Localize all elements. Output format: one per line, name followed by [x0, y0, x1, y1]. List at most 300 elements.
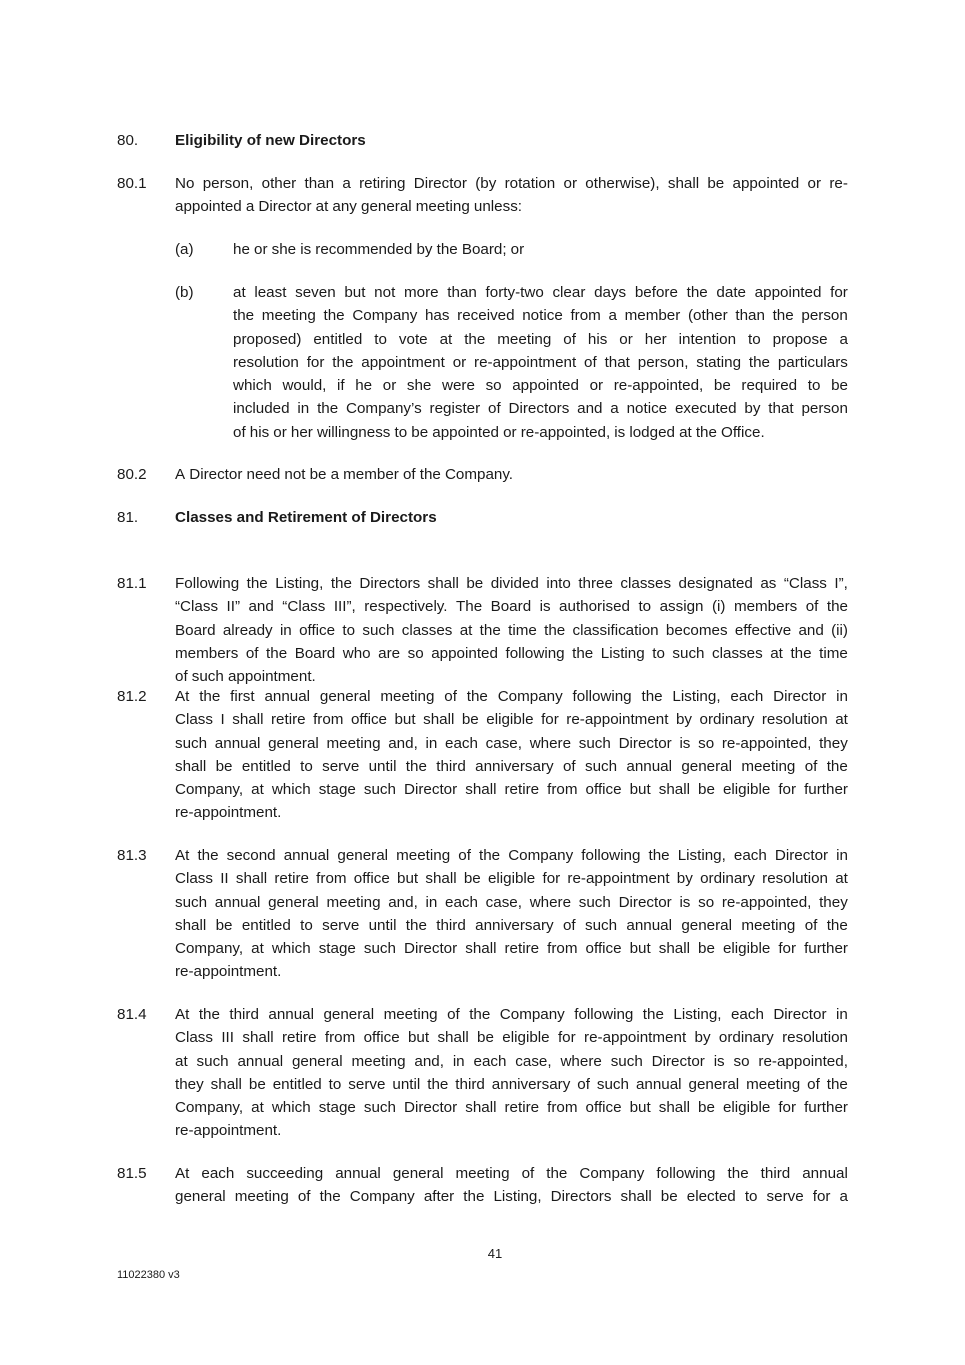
word: be	[461, 711, 479, 729]
word: but	[397, 870, 419, 888]
word: shall	[658, 781, 691, 799]
word: the	[826, 757, 848, 775]
word: time	[508, 621, 537, 639]
word: members	[175, 644, 239, 662]
word: re-appointed,	[721, 893, 812, 911]
word: but	[629, 940, 651, 958]
word: “Class	[282, 598, 326, 616]
word: they	[819, 734, 848, 752]
word: in	[297, 400, 310, 418]
word: meeting	[741, 757, 796, 775]
word: or	[510, 241, 525, 258]
word: case,	[515, 1052, 552, 1070]
text-line	[175, 463, 848, 486]
word: retire	[504, 940, 540, 958]
word: which	[233, 377, 272, 395]
text-line	[175, 937, 848, 960]
word: the	[544, 621, 566, 639]
word: the	[546, 1165, 568, 1182]
word: by	[744, 400, 761, 418]
word: of	[577, 1075, 590, 1093]
word: entitled	[272, 1075, 322, 1093]
word: required	[741, 377, 798, 395]
word: office	[585, 940, 622, 958]
text-line	[233, 421, 848, 444]
word: where	[529, 734, 572, 752]
word: which	[271, 1099, 311, 1117]
word: Director	[189, 466, 243, 483]
word: the	[695, 423, 717, 441]
word: retire	[504, 781, 540, 799]
word: At	[175, 847, 190, 864]
clause-number: 81.2	[117, 688, 147, 705]
text-line	[175, 572, 848, 595]
word: annual	[335, 1165, 381, 1182]
word: and	[248, 598, 274, 616]
word: a	[245, 198, 255, 216]
text-line	[233, 374, 848, 397]
word: effective	[734, 621, 792, 639]
word: by	[676, 870, 693, 888]
word: (i)	[711, 598, 726, 616]
word: that	[768, 400, 794, 418]
word: retiring	[359, 175, 406, 192]
word: re-appointment	[567, 870, 670, 888]
word: of	[297, 1188, 311, 1206]
word: designated	[678, 575, 753, 592]
word: and,	[388, 893, 418, 911]
word: the	[405, 757, 427, 775]
word: Company	[352, 307, 418, 325]
word: each	[733, 847, 767, 864]
word: shall	[425, 870, 457, 888]
word: be	[698, 1099, 715, 1117]
word: (other	[687, 307, 728, 325]
text-line	[233, 351, 848, 374]
word: such	[584, 757, 618, 775]
word: of	[444, 688, 457, 705]
clause-number: 81.5	[117, 1165, 147, 1182]
word: resolution	[233, 353, 299, 371]
word: I”,	[834, 575, 848, 592]
word: Class	[175, 1029, 213, 1047]
text-line	[175, 195, 848, 218]
word: each	[445, 893, 478, 911]
word: the	[199, 688, 221, 705]
word: proposed)	[233, 330, 302, 348]
word: shall	[235, 870, 268, 888]
word: ordinary	[700, 870, 755, 888]
word: from	[570, 307, 601, 325]
word: each	[201, 1165, 235, 1182]
word: resolution	[761, 711, 828, 729]
word: such	[672, 644, 705, 662]
item-label: (b)	[175, 284, 194, 301]
text-line	[175, 619, 848, 642]
clause-80-2	[175, 463, 848, 486]
word: but	[344, 284, 366, 301]
word: entitled	[241, 757, 291, 775]
word: as	[760, 575, 777, 592]
word: shall	[667, 175, 700, 192]
word: otherwise),	[585, 175, 660, 192]
word: in	[452, 1052, 465, 1070]
word: Company,	[175, 1099, 244, 1117]
word: at	[835, 870, 848, 888]
word: such	[610, 1052, 643, 1070]
word: a	[839, 1188, 848, 1206]
word: for	[812, 1188, 831, 1206]
word: from	[316, 870, 347, 888]
word: Listing,	[493, 1188, 542, 1206]
word: or	[382, 377, 397, 395]
word: date	[716, 284, 746, 301]
word: ordinary	[718, 1029, 774, 1047]
clause-number: 81.1	[117, 575, 147, 592]
word: for	[557, 1029, 576, 1047]
word: of	[233, 423, 246, 441]
word: anniversary	[475, 916, 554, 934]
word: re-appointment	[566, 711, 669, 729]
word: appointed	[175, 198, 242, 216]
word: succeeding	[246, 1165, 324, 1182]
word: serve	[322, 757, 360, 775]
word: each	[730, 1006, 764, 1023]
word: his	[249, 423, 270, 441]
word: clear	[552, 284, 586, 301]
word: resolution	[762, 870, 829, 888]
text-line	[175, 1003, 848, 1026]
word: further	[804, 1099, 848, 1117]
section-heading: Classes and Retirement of Directors	[175, 509, 437, 526]
word: so	[733, 1052, 750, 1070]
word: is	[713, 1052, 725, 1070]
word: Board	[175, 621, 216, 639]
word: Company’s	[346, 400, 422, 418]
word: recommended	[315, 241, 413, 258]
word: a	[342, 175, 351, 192]
word: At	[175, 1165, 190, 1182]
word: meeting	[234, 1188, 289, 1206]
word: for	[830, 284, 848, 301]
word: elected	[686, 1188, 736, 1206]
word: Directors	[508, 400, 570, 418]
word: of	[584, 353, 597, 371]
word: classes	[401, 621, 453, 639]
word: days	[594, 284, 627, 301]
word: authorised	[559, 598, 630, 616]
word: case,	[485, 893, 522, 911]
word: III”,	[333, 598, 356, 616]
word: in	[835, 1006, 848, 1023]
word: eligible	[722, 940, 771, 958]
text-line	[175, 1185, 848, 1208]
word: re-appointed,	[721, 734, 812, 752]
word: III	[221, 1029, 234, 1047]
word: ordinary	[699, 711, 755, 729]
word: retire	[504, 1099, 540, 1117]
word: a	[330, 466, 340, 483]
word: notice	[626, 400, 668, 418]
word: II	[220, 870, 229, 888]
word: meeting	[497, 330, 552, 348]
word: for	[306, 353, 325, 371]
word: so	[698, 734, 715, 752]
text-line	[175, 1026, 848, 1049]
word: following	[581, 847, 641, 864]
word: but	[629, 781, 651, 799]
word: received	[457, 307, 515, 325]
word: meeting	[380, 688, 435, 705]
word: executed	[674, 400, 737, 418]
word: entitled	[313, 330, 363, 348]
word: for	[542, 870, 561, 888]
word: they	[175, 1075, 204, 1093]
word: each	[473, 1052, 507, 1070]
word: first	[230, 688, 255, 705]
word: shall	[210, 1075, 242, 1093]
word: the	[463, 1188, 485, 1206]
word: at	[835, 711, 848, 729]
word: not	[284, 466, 306, 483]
word: eligible	[722, 1099, 771, 1117]
word: are	[378, 644, 401, 662]
text-line	[175, 755, 848, 778]
word: general	[268, 893, 319, 911]
word: retire	[281, 1029, 317, 1047]
word: be	[248, 1075, 266, 1093]
word: following	[572, 688, 632, 705]
word: further	[804, 781, 848, 799]
word: following	[656, 1165, 716, 1182]
word: to	[807, 377, 821, 395]
text-line	[175, 1096, 848, 1119]
word: The	[455, 598, 483, 616]
word: shall	[465, 1099, 497, 1117]
word: third	[436, 757, 466, 775]
word: by	[675, 711, 692, 729]
word: for	[778, 940, 797, 958]
word: such	[363, 940, 396, 958]
word: from	[324, 1029, 356, 1047]
section-heading: Eligibility of new Directors	[175, 132, 366, 149]
word: Listing,	[275, 575, 324, 592]
text-line	[175, 708, 848, 731]
word: “Class	[783, 575, 827, 592]
word: of	[402, 466, 416, 483]
word: of	[562, 757, 576, 775]
word: general	[361, 198, 412, 216]
word: or	[589, 377, 604, 395]
word: II”	[226, 598, 241, 616]
word: he	[233, 241, 250, 258]
word: shall	[465, 781, 497, 799]
word: shall	[232, 711, 264, 729]
word: second	[226, 847, 276, 864]
word: resolution	[782, 1029, 848, 1047]
word: at	[233, 284, 246, 301]
word: general	[337, 847, 389, 864]
word: the	[319, 1188, 341, 1206]
word: re-appointed,	[758, 1052, 848, 1070]
text-line	[175, 914, 848, 937]
word: at	[251, 940, 264, 958]
word: annual	[635, 1075, 682, 1093]
word: any	[332, 198, 357, 216]
word: register	[429, 400, 481, 418]
clause-80-1	[175, 172, 848, 219]
word: office	[350, 711, 387, 729]
word: the	[466, 688, 488, 705]
section-number: 80.	[117, 132, 139, 149]
text-line	[175, 685, 848, 708]
text-line	[175, 778, 848, 801]
word: be	[707, 175, 725, 192]
word: to	[638, 598, 652, 616]
word: in	[836, 847, 848, 864]
word: or	[273, 423, 287, 441]
word: annual	[626, 757, 672, 775]
word: the	[233, 307, 255, 325]
word: intention	[678, 330, 737, 348]
word: in	[425, 734, 438, 752]
word: the	[572, 644, 594, 662]
text-line	[175, 642, 848, 665]
word: before	[634, 284, 678, 301]
word: such	[584, 916, 618, 934]
word: to	[744, 1188, 758, 1206]
word: becomes	[665, 621, 728, 639]
word: Listing,	[673, 1006, 722, 1023]
word: of	[245, 644, 259, 662]
word: be	[477, 1029, 494, 1047]
word: general	[688, 1075, 740, 1093]
word: Listing,	[672, 688, 721, 705]
word: the	[405, 916, 427, 934]
word: Director	[773, 1006, 827, 1023]
word: be	[309, 466, 327, 483]
word: the	[246, 575, 268, 592]
word: eligible	[486, 711, 534, 729]
word: the	[332, 353, 354, 371]
word: Listing,	[677, 847, 726, 864]
word: he	[355, 377, 373, 395]
word: meeting	[741, 916, 796, 934]
word: from	[547, 940, 578, 958]
text-line	[175, 844, 848, 867]
word: shall	[175, 757, 207, 775]
clause-81-1	[175, 572, 848, 688]
word: appointment	[361, 353, 445, 371]
word: office	[585, 781, 622, 799]
word: office	[585, 1099, 622, 1117]
word: to	[342, 621, 356, 639]
word: meeting	[326, 893, 381, 911]
word: be	[463, 870, 481, 888]
word: least	[254, 284, 287, 301]
word: Company,	[175, 781, 244, 799]
word: person,	[637, 353, 689, 371]
word: Company	[508, 847, 574, 864]
word: Director	[773, 688, 827, 705]
word: of	[805, 598, 819, 616]
word: Class	[175, 711, 213, 729]
word: to	[748, 330, 761, 348]
word: where	[529, 893, 572, 911]
word: Director	[774, 847, 829, 864]
word: of	[488, 400, 501, 418]
word: shall	[242, 1029, 274, 1047]
text-line	[175, 891, 848, 914]
word: serve	[766, 1188, 804, 1206]
word: such	[175, 893, 208, 911]
word: re-appointment	[474, 353, 577, 371]
word: than	[304, 175, 335, 192]
word: meeting	[261, 307, 316, 325]
word: or	[807, 175, 822, 192]
word: at	[175, 1052, 188, 1070]
word: and	[577, 400, 603, 418]
word: would,	[282, 377, 327, 395]
word: his	[587, 330, 608, 348]
word: classes	[620, 575, 672, 592]
word: (ii)	[831, 621, 848, 639]
word: annual	[802, 1165, 848, 1182]
word: at	[459, 621, 473, 639]
word: be	[215, 757, 233, 775]
word: Company,	[175, 940, 244, 958]
word: the	[317, 400, 339, 418]
word: general	[319, 688, 371, 705]
word: such	[196, 1052, 229, 1070]
word: until	[368, 757, 397, 775]
word: Company.	[444, 466, 514, 483]
word: such	[578, 893, 611, 911]
section-number: 81.	[117, 509, 139, 526]
word: is	[539, 598, 551, 616]
word: appointed	[754, 284, 822, 301]
word: the	[479, 621, 501, 639]
word: to	[374, 330, 387, 348]
text-line	[175, 172, 848, 195]
word: three	[578, 575, 613, 592]
word: person	[801, 400, 848, 418]
clause-number: 80.2	[117, 466, 147, 483]
word: No	[175, 175, 195, 192]
word: third	[760, 1165, 791, 1182]
clause-number: 81.4	[117, 1006, 147, 1023]
word: from	[547, 781, 578, 799]
word: re-	[829, 175, 848, 192]
word: stage	[318, 781, 356, 799]
word: after	[423, 1188, 455, 1206]
word: respectively.	[364, 598, 448, 616]
text-line	[175, 1162, 848, 1185]
text-line	[175, 732, 848, 755]
word: person,	[202, 175, 254, 192]
word: vote	[398, 330, 428, 348]
word: at	[251, 781, 264, 799]
word: be	[713, 377, 731, 395]
word: member	[624, 307, 681, 325]
word: so	[485, 377, 502, 395]
word: from	[313, 711, 344, 729]
word: she	[406, 377, 432, 395]
text-line	[175, 595, 848, 618]
word: meeting	[383, 1006, 438, 1023]
word: they	[819, 893, 848, 911]
word: the	[772, 307, 794, 325]
